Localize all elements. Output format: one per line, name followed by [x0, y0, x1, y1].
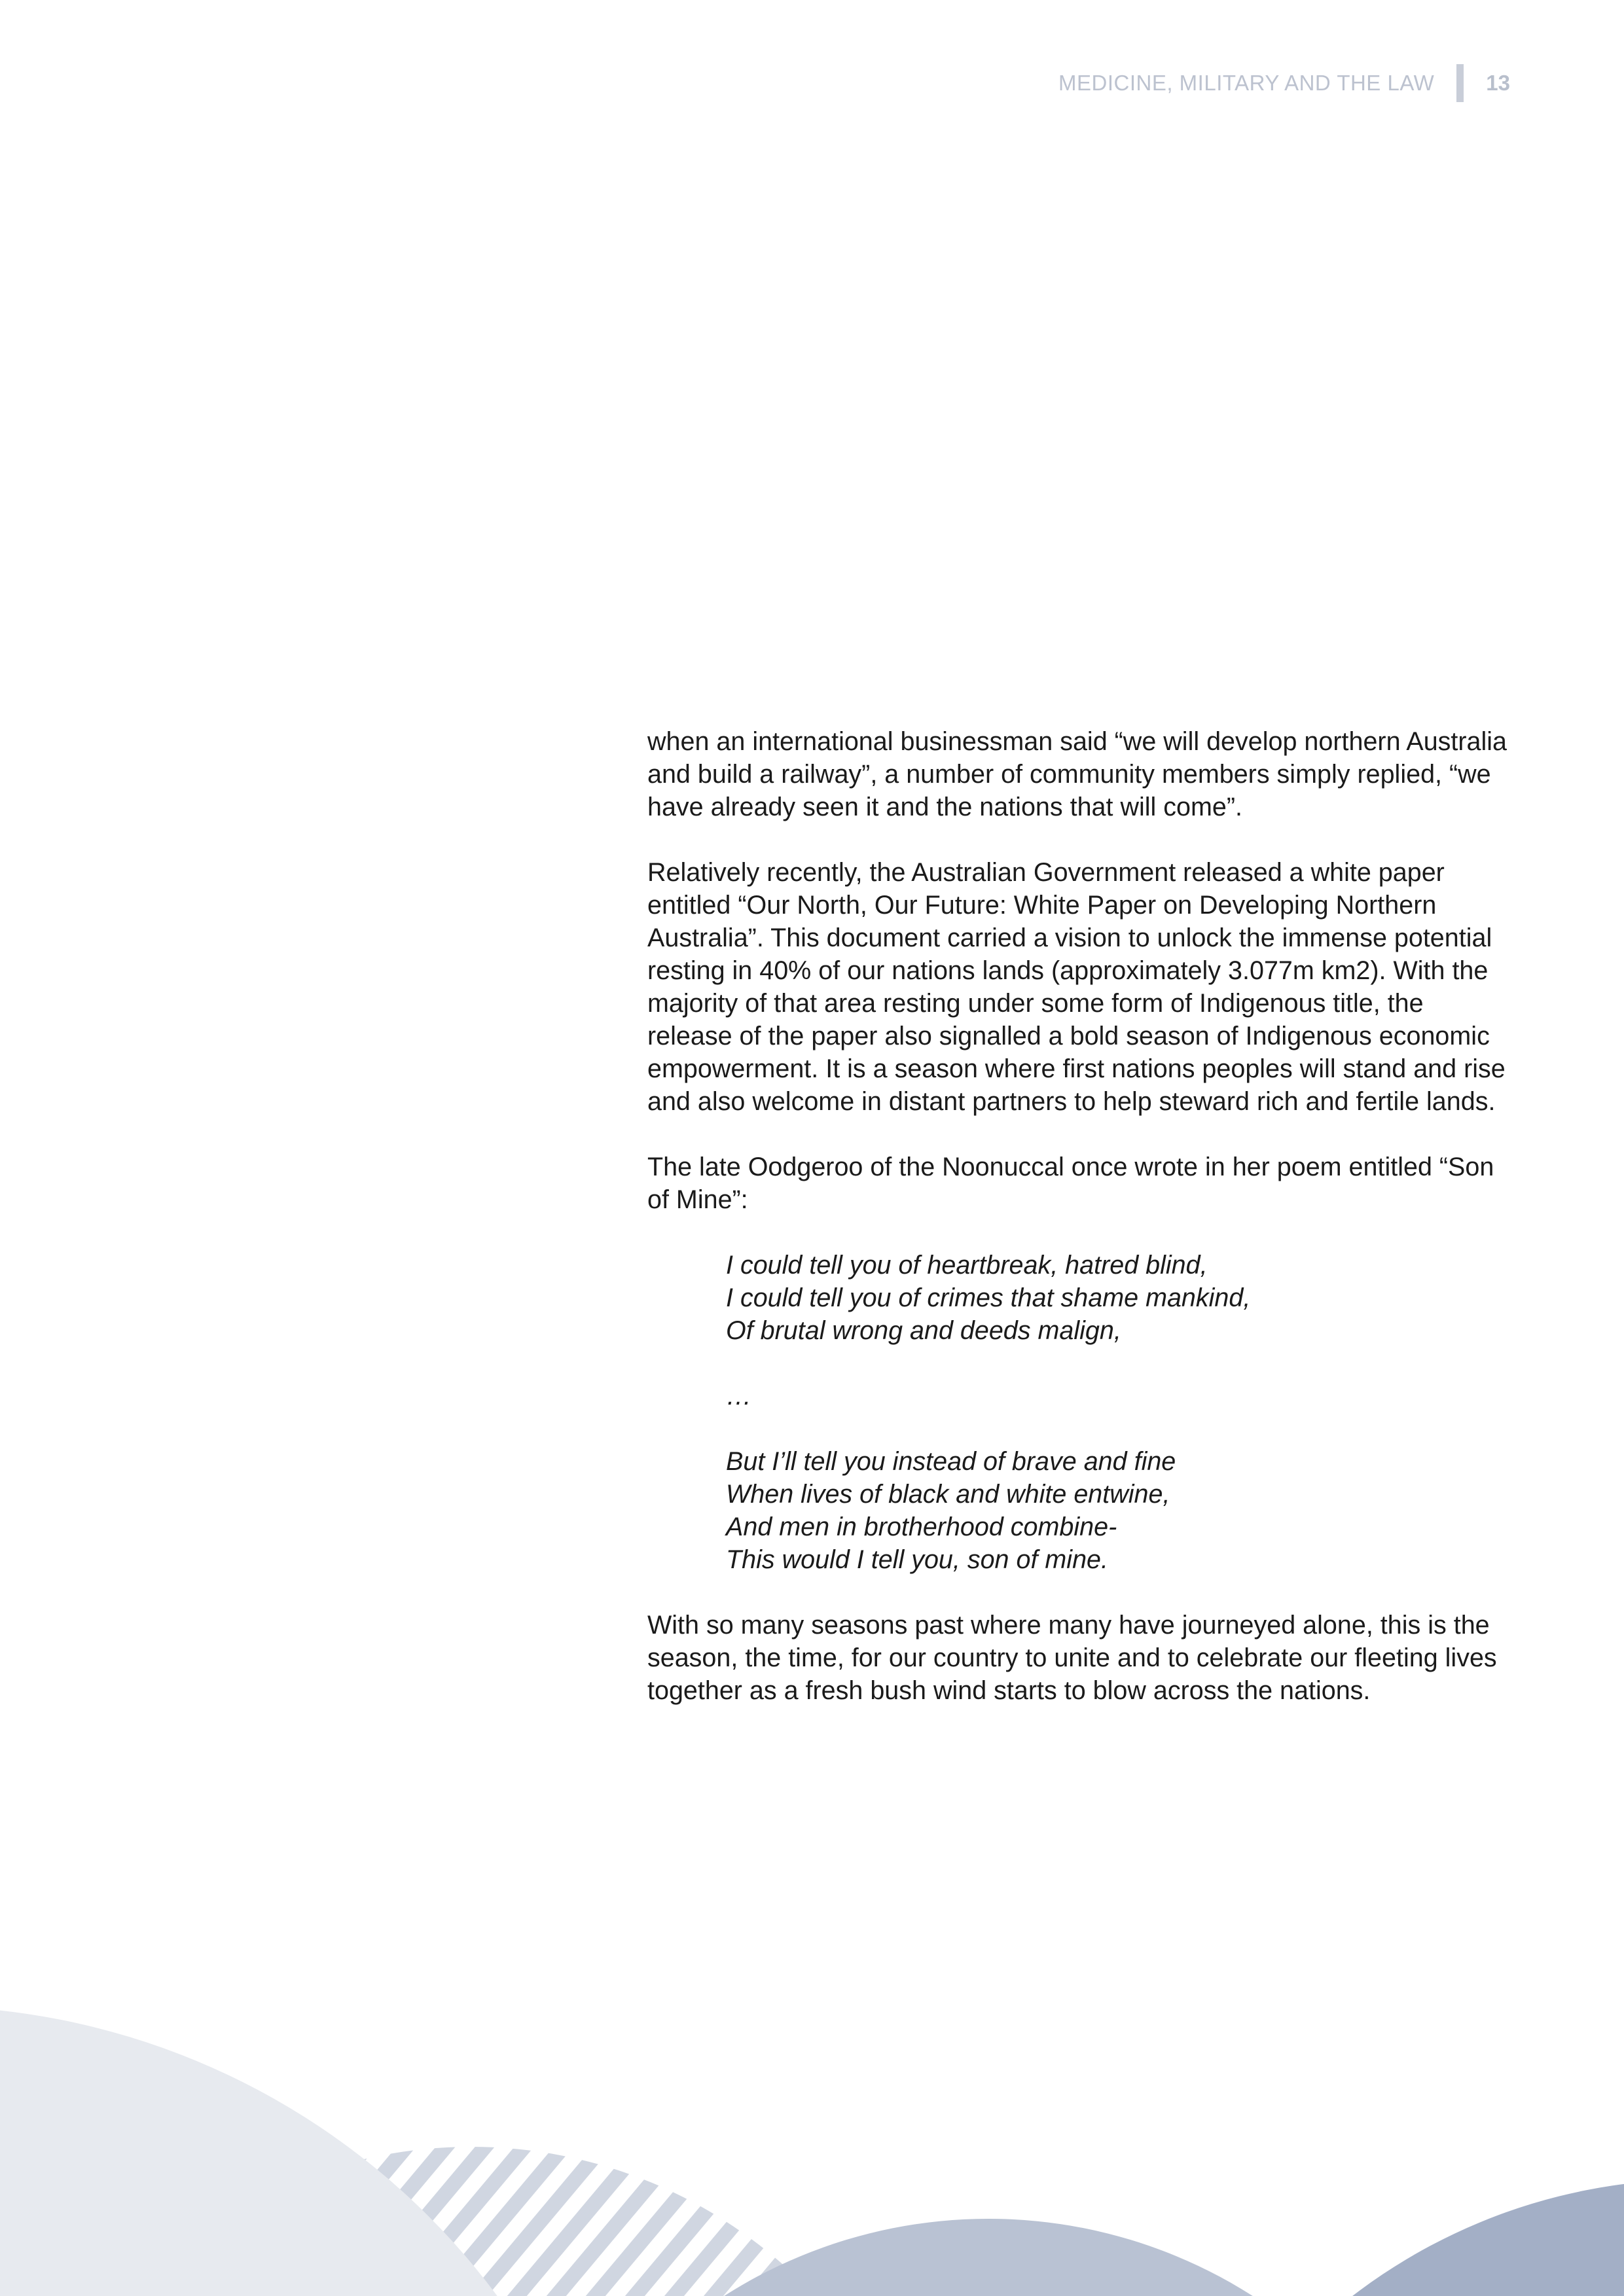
header-divider [1456, 64, 1464, 102]
paragraph-closing: With so many seasons past where many have journeyed alone, this is the season, the time, for our country to unite and to celebrate our fleeting lives together as a fresh bush wind starts to blow across the nations. [647, 1611, 1497, 1705]
page-number: 13 [1486, 71, 1510, 95]
poem-line: … [726, 1382, 752, 1410]
section-title: MEDICINE, MILITARY AND THE LAW [1058, 71, 1435, 95]
poem-line: I could tell you of crimes that shame mankind, [726, 1283, 1251, 1312]
poem-stanza [726, 1445, 1511, 1576]
poem-line: I could tell you of heartbreak, hatred blind, [726, 1251, 1208, 1280]
running-header [1058, 64, 1510, 102]
paragraph-railway: when an international businessman said “we will develop northern Australia and build a railway”, a number of community members simply replied, “we have already seen it and the nations that will come”. [647, 727, 1507, 821]
paragraph-poem-intro: The late Oodgeroo of the Noonuccal once wrote in her poem entitled “Son of Mine”: [647, 1153, 1494, 1214]
poem-ellipsis [726, 1380, 1511, 1412]
footer-decoration [0, 1964, 1624, 2296]
poem-line: Of brutal wrong and deeds malign, [726, 1316, 1121, 1345]
poem-quote [726, 1249, 1511, 1576]
poem-line: But I’ll tell you instead of brave and fine [726, 1447, 1176, 1476]
poem-line: This would I tell you, son of mine. [726, 1545, 1108, 1574]
poem-line: And men in brotherhood combine- [726, 1513, 1117, 1541]
poem-line: When lives of black and white entwine, [726, 1480, 1170, 1509]
poem-stanza [726, 1249, 1511, 1347]
body-text [647, 725, 1511, 1740]
paragraph-white-paper: Relatively recently, the Australian Government released a white paper entitled “Our North, Our Future: White Paper on Developing Northern Australia”. This document carried a vision to unlock the immense potential resting in 40% of our nations lands (approximately 3.077m km2). With the majority of that area resting under some form of Indigenous title, the release of the paper also signalled a bold season of Indigenous economic empowerment. It is a season where first nations peoples will stand and rise and also welcome in distant partners to help steward rich and fertile lands. [647, 858, 1506, 1116]
